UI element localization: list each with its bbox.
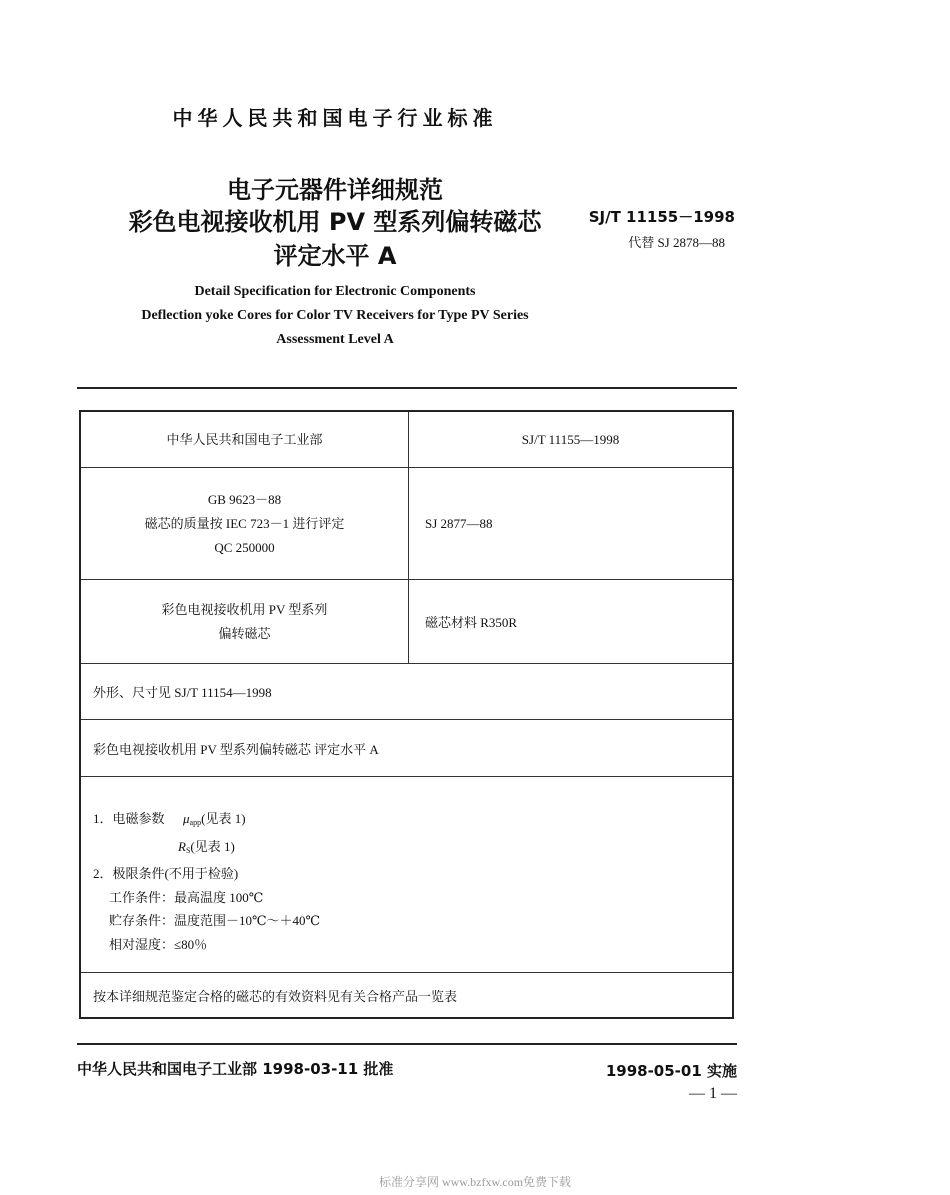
core-material: 磁芯材料 R350R <box>425 615 518 630</box>
rs-reference: (见表 1) <box>190 838 235 854</box>
spec-number-cell <box>409 412 732 467</box>
title-en-line-2: Deflection yoke Cores for Color TV Receivers for Type PV Series <box>141 308 529 323</box>
spec-number: SJ/T 11155—1998 <box>521 431 620 447</box>
title-cn-line-2: 彩色电视接收机用 PV 型系列偏转磁芯 <box>128 208 542 236</box>
title-cn-line-3: 评定水平 A <box>273 242 397 270</box>
limit-conditions-label: 2．极限条件(不用于检验) <box>93 866 239 881</box>
storage-conditions: 贮存条件：温度范围－10℃～＋40℃ <box>109 913 321 928</box>
table-row <box>81 580 732 664</box>
generic-spec-cell <box>81 468 409 579</box>
issuing-authority-cell <box>81 412 409 467</box>
table-row <box>81 468 732 580</box>
issuing-authority: 中华人民共和国电子工业部 <box>166 431 323 447</box>
standard-code: SJ/T 11155－1998 <box>588 208 735 226</box>
bottom-divider <box>77 1043 737 1045</box>
approval-line: 中华人民共和国电子工业部 1998-03-11 批准 <box>77 1060 394 1078</box>
component-name-cell <box>81 580 409 663</box>
material-cell <box>409 580 732 663</box>
generic-spec-line: 磁芯的质量按 IEC 723－1 进行评定 <box>144 515 345 531</box>
generic-spec-line: QC 250000 <box>214 539 275 555</box>
qualified-products-cell <box>81 973 732 1017</box>
product-designation: 彩色电视接收机用 PV 型系列偏转磁芯 评定水平 A <box>93 741 379 757</box>
relative-humidity: 相对湿度：≤80％ <box>109 936 208 952</box>
working-conditions: 工作条件：最高温度 100℃ <box>109 889 264 905</box>
title-en-line-3: Assessment Level A <box>276 332 394 347</box>
standard-body-header: 中华人民共和国电子行业标准 <box>172 106 498 130</box>
component-name-line: 彩色电视接收机用 PV 型系列 <box>161 601 328 617</box>
table-row <box>81 664 732 720</box>
title-en-line-1: Detail Specification for Electronic Components <box>194 284 476 299</box>
mu-app-symbol: $\mu_{app}$ <box>183 811 202 827</box>
parameters-cell <box>81 777 732 972</box>
replaces-standard: 代替 SJ 2878—88 <box>628 235 725 250</box>
rs-param-line <box>93 835 732 863</box>
qualified-products-note: 按本详细规范鉴定合格的磁芯的有效资料见有关合格产品一览表 <box>93 988 458 1004</box>
rs-symbol: $R_S$ <box>178 838 191 855</box>
title-cn-line-1: 电子元器件详细规范 <box>227 176 443 204</box>
dimensions-ref-cell <box>81 664 732 719</box>
generic-spec-line: GB 9623－88 <box>207 491 282 507</box>
sectional-spec-cell <box>409 468 732 579</box>
sectional-spec: SJ 2877—88 <box>425 515 493 531</box>
component-name-line: 偏转磁芯 <box>218 625 271 641</box>
electromagnetic-params-label: 1．电磁参数 <box>93 811 165 826</box>
table-row <box>81 720 732 777</box>
watermark-text: 标准分享网 www.bzfxw.com免费下载 <box>378 1175 572 1189</box>
table-row <box>81 777 732 973</box>
mu-app-reference: (见表 1) <box>201 811 246 826</box>
top-divider <box>77 387 737 389</box>
electromagnetic-params-line <box>93 807 732 835</box>
page-number: — 1 — <box>689 1085 737 1102</box>
dimensions-reference: 外形、尺寸见 SJ/T 11154—1998 <box>93 685 272 700</box>
specification-table <box>79 410 734 1019</box>
product-designation-cell <box>81 720 732 776</box>
effective-date: 1998-05-01 实施 <box>605 1062 737 1080</box>
table-row <box>81 973 732 1017</box>
table-row <box>81 412 732 468</box>
